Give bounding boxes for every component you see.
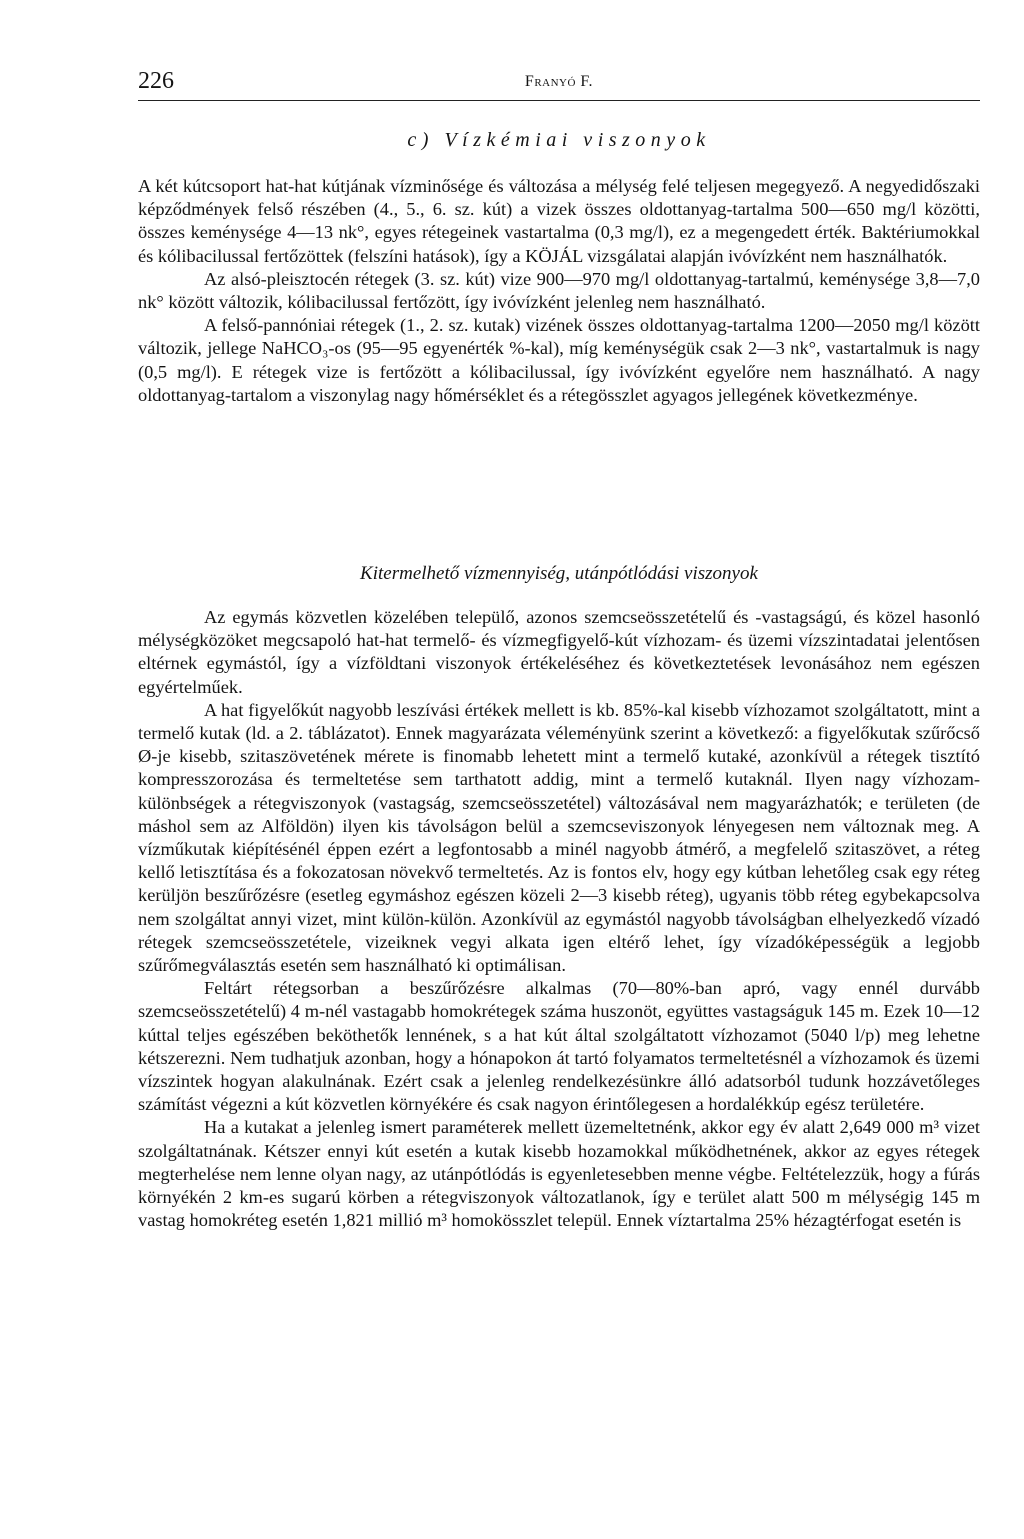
paragraph: A felső-pannóniai rétegek (1., 2. sz. kutak) vizének összes oldottanyag-tartalma 1200—2050 mg/l között változik, jellege NaHCO₃-os (95—95 egyenérték %-kal), míg keménységük csak 2—3 nk°, vastartalmuk is nagy (0,5 mg/l). E rétegek vize is fertőzött a kólibacilussal, így ivóvízként egyelőre nem használható. A nagy oldottanyag-tartalom a viszonylag nagy hőmérséklet és a rétegösszlet agyagos jellegének következménye. bbox=[138, 315, 980, 405]
paragraph: A két kútcsoport hat-hat kútjának vízminősége és változása a mélység felé teljesen megegyező. A negyedidőszaki képződmények felső részében (4., 5., 6. sz. kút) a vizek összes oldottanyag-tartalma 500—650 mg/l közötti, összes keménysége 4—13 nk°, egyes rétegeinek vastartalma (0,3 mg/l), ez a megengedett érték. Baktériumokkal és kólibacilussal fertőzöttek (felszíni hatások), így a KÖJÁL vizsgálatai alapján ivóvízként nem használhatók. bbox=[138, 176, 980, 266]
section-body-water-chemistry bbox=[138, 175, 980, 407]
page-number: 226 bbox=[138, 68, 174, 94]
running-head-author: Franyó F. bbox=[524, 73, 594, 90]
paragraph: Az egymás közvetlen közelében települő, azonos szemcseösszetételű és -vastagságú, és közel hasonló mélységközöket megcsapoló hat-hat termelő- és vízmegfigyelő-kút vízhozam- és üzemi vízszintadatai jelentősen eltérnek egymástól, így a vízföldtani viszonyok értékeléséhez és következtetések levonásához nem egészen egyértelműek. bbox=[138, 607, 980, 697]
section-heading-extractable-water: Kitermelhető vízmennyiség, utánpótlódási viszonyok bbox=[360, 563, 758, 584]
paragraph: A hat figyelőkút nagyobb leszívási értékek mellett is kb. 85%-kal kisebb vízhozamot szolgáltatott, mint a termelő kutak (ld. a 2. táblázatot). Ennek magyarázata véleményünk szerint a következő: a figyelőkutak szűrőcső Ø-je kisebb, szitaszövetének mérete is finomabb lehetett mint a termelő kutaké, azonkívül a rétegek tisztító kompresszorozása és termeltetése sem tarthatott addig, mint a termelő kutaknál. Ilyen nagy vízhozam-különbségek a rétegviszonyok (vastagság, szemcseösszetétel) változásával nem magyarázhatók; e területen (de máshol sem az Alföldön) ilyen kis távolságon belül a szemcseviszonyok lényegesen nem változnak meg. A vízműkutak kiépítésénél éppen ezért a legfontosabb a minél nagyobb átmérő, a megfelelő szitaszövet, a réteg kellő letisztítása és a fokozatosan növekvő termeltetés. Az is fontos elv, hogy egy kútban lehetőleg csak egy réteg kerüljön beszűrőzésre (esetleg egymáshoz egészen közeli 2—3 kisebb réteg), ugyanis több réteg egybekapcsolva nem szolgáltat annyi vizet, mint külön-külön. Azonkívül az egymástól nagyobb távolságban elhelyezkedő vízadó rétegek szemcseösszetétele, vizeiknek vegyi alkata igen eltérő lehet, így vízadóképességük a legjobb szűrőmegválasztás esetén sem használható ki optimálisan. bbox=[138, 699, 980, 976]
paragraph: Ha a kutakat a jelenleg ismert paraméterek mellett üzemeltetnénk, akkor egy év alatt 2,649 000 m³ vizet szolgáltatnának. Kétszer ennyi kút esetén a kutak kisebb hozamokkal működhetnének, akkor az egyes rétegek megterhelése nem lenne olyan nagy, az utánpótlódás is egyenletesebben menne végbe. Feltételezzük, hogy a fúrás környékén 2 km-es sugarú körben a rétegviszonyok változatlanok, így e terület alatt 500 m mélységig 145 m vastag homokréteg esetén 1,821 millió m³ homokösszlet települ. Ennek víztartalma 25% hézagtérfogat esetén is bbox=[138, 1117, 980, 1231]
paragraph: Az alsó-pleisztocén rétegek (3. sz. kút) vize 900—970 mg/l oldottanyag-tartalmú, keménysége 3,8—7,0 nk° között változik, kólibacilussal fertőzött, így ivóvízként jelenleg nem használható. bbox=[138, 268, 980, 313]
section-heading-water-chemistry: c) Vízkémiai viszonyok bbox=[407, 129, 711, 151]
header-rule bbox=[138, 100, 980, 101]
section-body-extractable-water bbox=[138, 606, 980, 1232]
paragraph: Feltárt rétegsorban a beszűrőzésre alkalmas (70—80%-ban apró, vagy ennél durvább szemcseösszetételű) 4 m-nél vastagabb homokrétegek száma huszonöt, együttes vastagságuk 145 m. Ezek 10—12 kúttal teljes egészében beköthetők lennének, s a hat kút által szolgáltatott vízhozamot (5040 l/p) meg lehetne kétszerezni. Nem tudhatjuk azonban, hogy a hónapokon át tartó folyamatos termeltetésnél a vízhozamok és üzemi vízszintek hogyan alakulnának. Ezért csak a jelenleg rendelkezésünkre álló adatsorból tudunk hozzávetőleges számítást végezni a kút közvetlen környékére és csak nagyon érintőlegesen a hordalékkúp egész területére. bbox=[138, 978, 980, 1115]
